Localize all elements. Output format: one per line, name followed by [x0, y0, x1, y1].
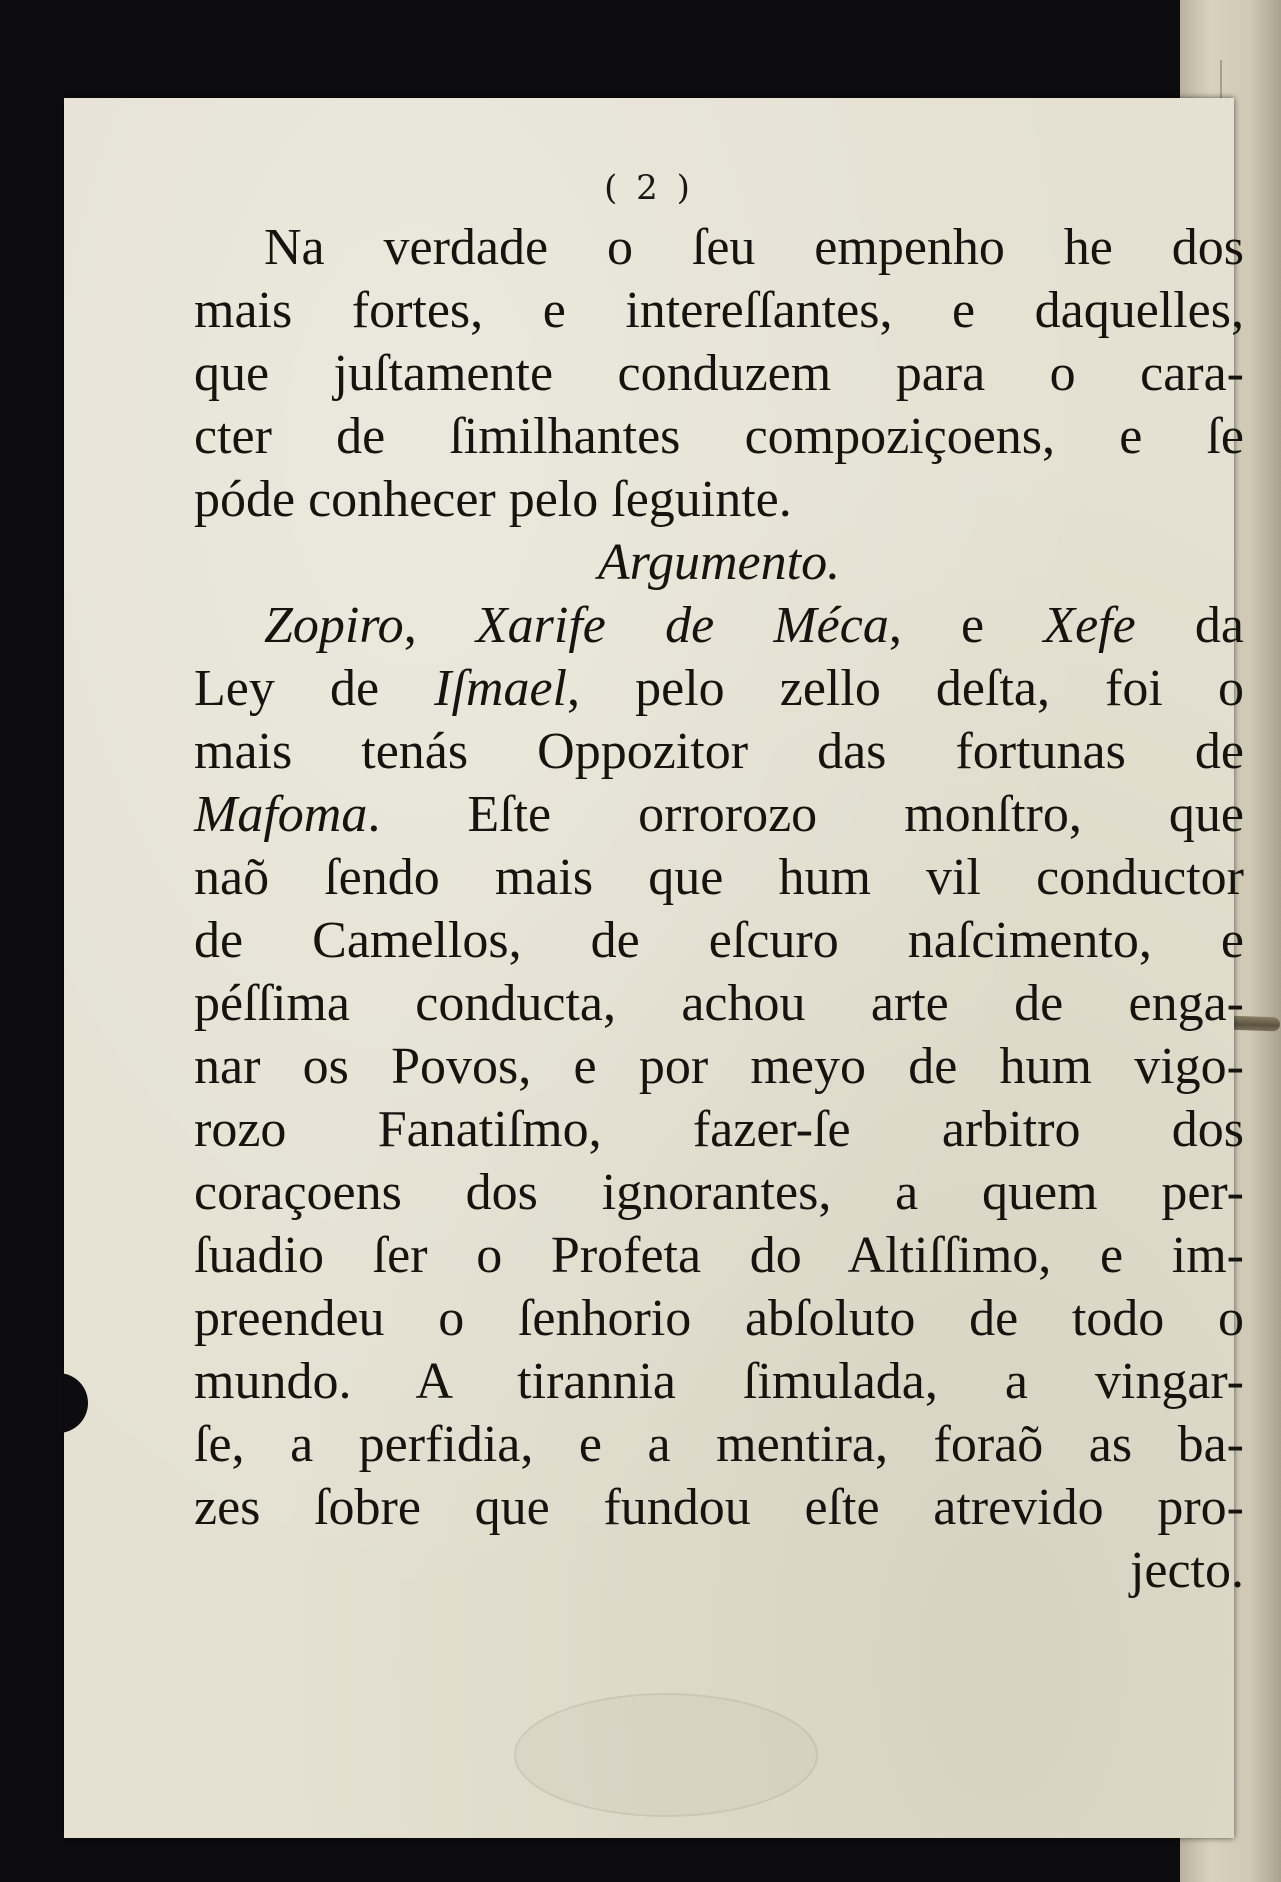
text-line: zes ſobre que fundou eſte atrevido pro-: [194, 1479, 1244, 1536]
catchword-line: jecto.: [1129, 1542, 1244, 1599]
text-line: nar os Povos, e por meyo de hum vigo-: [194, 1038, 1244, 1095]
text-line: rozo Fanatiſmo, fazer-ſe arbitro dos: [194, 1101, 1244, 1158]
page-number: ( 2 ): [604, 168, 694, 208]
text-fragment: da: [1135, 597, 1244, 654]
text-line: cter de ſimilhantes compoziçoens, e ſe: [194, 408, 1244, 465]
text-line: [194, 594, 1244, 657]
text-line: coraçoens dos ignorantes, a quem per-: [194, 1164, 1244, 1221]
text-line: péſſima conducta, achou arte de enga-: [194, 975, 1244, 1032]
proper-name: Zopiro: [264, 597, 404, 654]
text-fragment: ,: [403, 597, 476, 654]
text-line: de Camellos, de eſcuro naſcimento, e: [194, 912, 1244, 969]
text-line: ſuadio ſer o Profeta do Altiſſimo, e im-: [194, 1227, 1244, 1284]
library-stamp: [514, 1693, 818, 1817]
book-page: [64, 98, 1244, 1838]
text-line: póde conhecer pelo ſeguinte.: [194, 471, 792, 528]
proper-name: Mafoma: [194, 786, 368, 843]
text-fragment: , e: [888, 597, 1044, 654]
proper-name: Iſmael: [434, 660, 567, 717]
text-line: [194, 783, 1244, 846]
proper-name: Xarife de Méca: [475, 597, 889, 654]
torn-edge: [58, 1373, 88, 1433]
text-line: ſe, a perfidia, e a mentira, foraõ as ba-: [194, 1416, 1244, 1473]
text-line: mais fortes, e intereſſantes, e daquelles,: [194, 282, 1244, 339]
text-line: [194, 657, 1244, 720]
text-line: preendeu o ſenhorio abſoluto de todo o: [194, 1290, 1244, 1347]
section-heading: Argumento.: [597, 534, 841, 591]
proper-name: Xefe: [1043, 597, 1136, 654]
text-fragment: Ley de: [194, 660, 435, 717]
text-fragment: . Eſte orrorozo monſtro, que: [367, 786, 1244, 843]
text-line: Na verdade o ſeu empenho he dos: [264, 219, 1244, 276]
text-line: mais tenás Oppozitor das fortunas de: [194, 723, 1244, 780]
text-line: naõ ſendo mais que hum vil conductor: [194, 849, 1244, 906]
text-line: que juſtamente conduzem para o cara-: [194, 345, 1244, 402]
text-fragment: , pelo zello deſta, foi o: [567, 660, 1244, 717]
text-line: mundo. A tirannia ſimulada, a vingar-: [194, 1353, 1244, 1410]
body-text: [194, 216, 1244, 1602]
